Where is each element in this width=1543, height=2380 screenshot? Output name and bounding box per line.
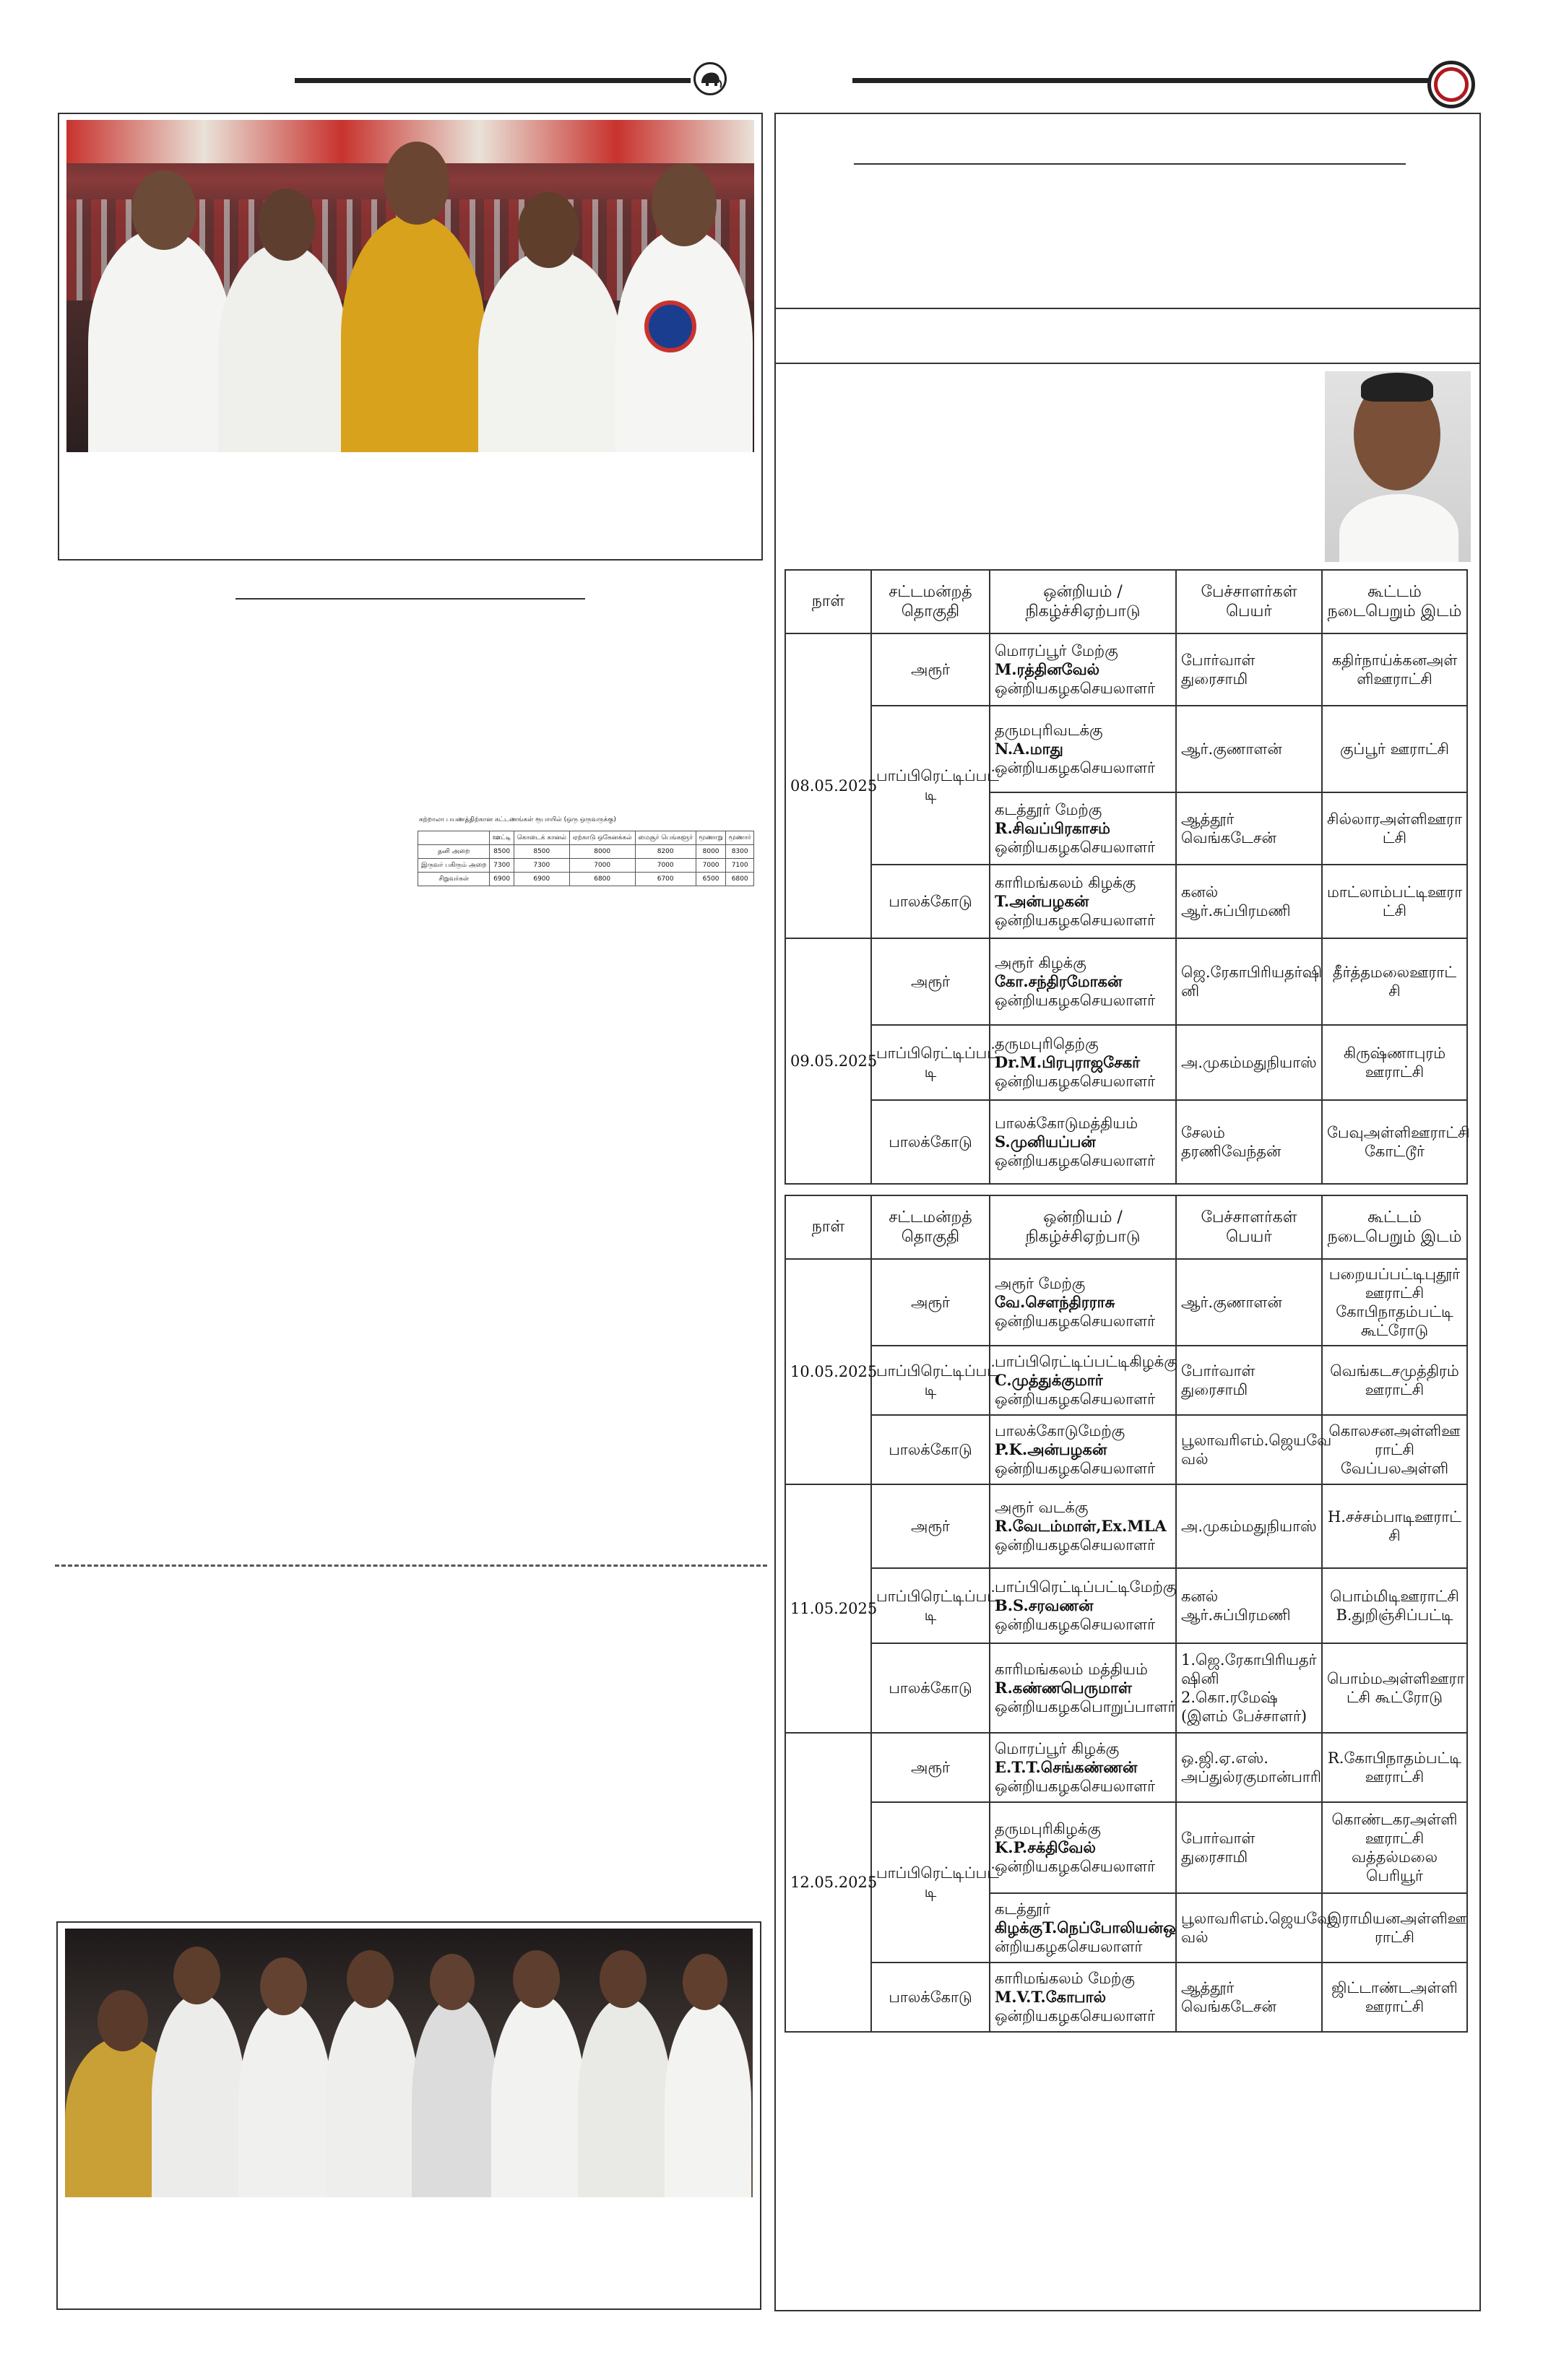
photo-box-bottom [56, 1921, 761, 2310]
masthead-rule-right [852, 78, 1430, 83]
constituency-cell: பாப்பிரெட்டிப்பட் டி [871, 1346, 990, 1415]
price-th: மூணாறு [696, 831, 726, 845]
union-cell: பாப்பிரெட்டிப்பட்டிகிழக்கு C.முத்துக்குமார் ஒன்றியகழகசெயலாளர் [990, 1346, 1176, 1415]
price-cell: 6800 [726, 873, 754, 886]
union-cell: பாலக்கோடுமத்தியம் S.முனியப்பன் ஒன்றியகழகசெயலாளர் [990, 1100, 1176, 1184]
constituency-cell: பாலக்கோடு [871, 1963, 990, 2032]
price-cell: சிறுவர்கள் [418, 873, 490, 886]
union-cell: கடத்தூர் கிழக்குT.நெப்போலியன்ஒ ன்றியகழகசெயலாளர் [990, 1893, 1176, 1963]
price-cell: 7000 [635, 859, 696, 873]
portrait-photo [1325, 371, 1471, 562]
header-union: ஒன்றியம் /நிகழ்ச்சிஏற்பாடு [990, 570, 1176, 633]
date-cell: 12.05.2025 [785, 1733, 871, 2032]
constituency-cell: அரூர் [871, 633, 990, 706]
speaker-cell: ஆத்தூர் வெங்கடேசன் [1176, 1963, 1322, 2032]
venue-cell: கொலசனஅள்ளிஊ ராட்சி வேப்பலஅள்ளி [1322, 1415, 1467, 1484]
price-cell: 7000 [696, 859, 726, 873]
header-date: நாள் [785, 1195, 871, 1259]
schedule-table-2 [785, 1195, 1468, 2033]
constituency-cell: பாலக்கோடு [871, 1100, 990, 1184]
constituency-cell: பாலக்கோடு [871, 1643, 990, 1733]
price-table-title: கற்றாலா பயணத்திற்கான கட்டணங்கள் ரூபாயில் (ஒரு ஒருவருக்கு) [419, 816, 616, 823]
elephant-emblem-icon [693, 62, 727, 95]
venue-cell: பொம்மிடிஊராட்சி B.துறிஞ்சிப்பட்டி [1322, 1568, 1467, 1643]
photo-box-top [58, 113, 763, 561]
masthead-rule-left [295, 78, 691, 83]
constituency-cell: அரூர் [871, 1484, 990, 1568]
union-cell: பாலக்கோடுமேற்கு P.K.அன்பழகன் ஒன்றியகழகசெயலாளர் [990, 1415, 1176, 1484]
speaker-cell: ஜெ.ரேகாபிரியதர்ஷி னி [1176, 938, 1322, 1025]
date-cell: 10.05.2025 [785, 1259, 871, 1484]
speaker-cell: கனல் ஆர்.சுப்பிரமணி [1176, 865, 1322, 938]
headline-rule [854, 163, 1406, 165]
header-date: நாள் [785, 570, 871, 633]
speaker-cell: கனல் ஆர்.சுப்பிரமணி [1176, 1568, 1322, 1643]
speaker-cell: ஆர்.குணாளன் [1176, 1259, 1322, 1346]
price-cell: 8300 [726, 845, 754, 859]
price-th: மைசூர் பெங்களூர் [635, 831, 696, 845]
price-th: ஏற்காடு ஒகேனக்கல் [569, 831, 635, 845]
venue-cell: R.கோபிநாதம்பட்டி ஊராட்சி [1322, 1733, 1467, 1802]
speaker-cell: ஆர்.குணாளன் [1176, 706, 1322, 792]
price-cell: 7300 [514, 859, 569, 873]
date-cell: 08.05.2025 [785, 633, 871, 938]
price-th: கொடைக் கானல் [514, 831, 569, 845]
section-rule-left [235, 598, 585, 600]
union-cell: தருமபுரிகிழக்கு K.P.சக்திவேல் ஒன்றியகழகசெயலாளர் [990, 1802, 1176, 1893]
header-union: ஒன்றியம் /நிகழ்ச்சிஏற்பாடு [990, 1195, 1176, 1259]
speaker-cell: பூலாவரிஎம்.ஜெயவே வல் [1176, 1415, 1322, 1484]
price-cell: 8500 [514, 845, 569, 859]
header-venue: கூட்டம் நடைபெறும் இடம் [1322, 1195, 1467, 1259]
price-cell: தனி அறை [418, 845, 490, 859]
union-cell: அரூர் மேற்கு வே.சௌந்திரராசு ஒன்றியகழகசெயலாளர் [990, 1259, 1176, 1346]
price-cell: 7000 [569, 859, 635, 873]
venue-cell: மாட்லாம்பட்டிஊரா ட்சி [1322, 865, 1467, 938]
price-cell: 6700 [635, 873, 696, 886]
price-th: மூணார் [726, 831, 754, 845]
venue-cell: கிருஷ்ணாபுரம் ஊராட்சி [1322, 1025, 1467, 1100]
venue-cell: குப்பூர் ஊராட்சி [1322, 706, 1467, 792]
venue-cell: பொம்மஅள்ளிஊரா ட்சி கூட்ரோடு [1322, 1643, 1467, 1733]
price-cell: இருவர் பகிரும் அறை [418, 859, 490, 873]
header-venue: கூட்டம் நடைபெறும் இடம் [1322, 570, 1467, 633]
venue-cell: பேவுஅள்ளிஊராட்சி கோட்டூர் [1322, 1100, 1467, 1184]
header-speakers: பேச்சாளர்கள் பெயர் [1176, 570, 1322, 633]
price-th [418, 831, 490, 845]
speaker-cell: அ.முகம்மதுநியாஸ் [1176, 1484, 1322, 1568]
constituency-cell: அரூர் [871, 938, 990, 1025]
union-cell: கடத்தூர் மேற்கு R.சிவப்பிரகாசம் ஒன்றியகழகசெயலாளர் [990, 792, 1176, 865]
header-constituency: சட்டமன்றத் தொகுதி [871, 1195, 990, 1259]
union-cell: அரூர் வடக்கு R.வேடம்மாள்,Ex.MLA ஒன்றியகழகசெயலாளர் [990, 1484, 1176, 1568]
date-cell: 09.05.2025 [785, 938, 871, 1184]
speaker-cell: சேலம் தரணிவேந்தன் [1176, 1100, 1322, 1184]
constituency-cell: பாலக்கோடு [871, 865, 990, 938]
union-cell: காரிமங்கலம் கிழக்கு T.அன்பழகன் ஒன்றியகழகசெயலாளர் [990, 865, 1176, 938]
section-divider-dashed [55, 1565, 767, 1567]
constituency-cell: பாப்பிரெட்டிப்பட் டி [871, 1568, 990, 1643]
price-cell: 7100 [726, 859, 754, 873]
union-cell: மொரப்பூர் மேற்கு M.ரத்தினவேல் ஒன்றியகழகசெயலாளர் [990, 633, 1176, 706]
speaker-cell: அ.முகம்மதுநியாஸ் [1176, 1025, 1322, 1100]
union-cell: தருமபுரிவடக்கு N.A.மாது ஒன்றியகழகசெயலாளர் [990, 706, 1176, 792]
price-cell: 8500 [490, 845, 514, 859]
constituency-cell: அரூர் [871, 1259, 990, 1346]
price-table [418, 831, 754, 886]
header-speakers: பேச்சாளர்கள் பெயர் [1176, 1195, 1322, 1259]
circle-emblem-icon [1427, 61, 1475, 108]
venue-cell: இராமியனஅள்ளிஊ ராட்சி [1322, 1893, 1467, 1963]
union-cell: காரிமங்கலம் மேற்கு M.V.T.கோபால் ஒன்றியகழகசெயலாளர் [990, 1963, 1176, 2032]
price-th: ஊட்டி [490, 831, 514, 845]
price-cell: 6800 [569, 873, 635, 886]
date-cell: 11.05.2025 [785, 1484, 871, 1733]
union-cell: காரிமங்கலம் மத்தியம் R.கண்ணபெருமாள் ஒன்றியகழகபொறுப்பாளர் [990, 1643, 1176, 1733]
event-photo-group [65, 1929, 753, 2197]
venue-cell: கதிர்நாய்க்கனஅள் ளிஊராட்சி [1322, 633, 1467, 706]
price-cell: 6900 [514, 873, 569, 886]
speaker-cell: பூலாவரிஎம்.ஜெயவே வல் [1176, 1893, 1322, 1963]
constituency-cell: பாப்பிரெட்டிப்பட் டி [871, 706, 990, 865]
price-cell: 6900 [490, 873, 514, 886]
price-cell: 8000 [569, 845, 635, 859]
price-cell: 7300 [490, 859, 514, 873]
venue-cell: தீர்த்தமலைஊராட் சி [1322, 938, 1467, 1025]
venue-cell: ஜிட்டாண்டஅள்ளி ஊராட்சி [1322, 1963, 1467, 2032]
speaker-cell: ஆத்தூர் வெங்கடேசன் [1176, 792, 1322, 865]
price-cell: 8200 [635, 845, 696, 859]
speaker-cell: போர்வாள் துரைசாமி [1176, 1802, 1322, 1893]
speaker-cell: 1.ஜெ.ரேகாபிரியதர் ஷினி 2.கொ.ரமேஷ் (இளம் பேச்சாளர்) [1176, 1643, 1322, 1733]
union-cell: மொரப்பூர் கிழக்கு E.T.T.செங்கண்ணன் ஒன்றியகழகசெயலாளர் [990, 1733, 1176, 1802]
constituency-cell: அரூர் [871, 1733, 990, 1802]
union-cell: தருமபுரிதெற்கு Dr.M.பிரபுராஜசேகர் ஒன்றியகழகசெயலாளர் [990, 1025, 1176, 1100]
constituency-cell: பாப்பிரெட்டிப்பட் டி [871, 1025, 990, 1100]
union-cell: பாப்பிரெட்டிப்பட்டிமேற்கு B.S.சரவணன் ஒன்றியகழகசெயலாளர் [990, 1568, 1176, 1643]
schedule-table-1 [785, 569, 1468, 1185]
header-constituency: சட்டமன்றத் தொகுதி [871, 570, 990, 633]
constituency-cell: பாப்பிரெட்டிப்பட் டி [871, 1802, 990, 1963]
union-cell: அரூர் கிழக்கு கோ.சந்திரமோகன் ஒன்றியகழகசெயலாளர் [990, 938, 1176, 1025]
speaker-cell: போர்வாள் துரைசாமி [1176, 633, 1322, 706]
constituency-cell: பாலக்கோடு [871, 1415, 990, 1484]
price-cell: 8000 [696, 845, 726, 859]
section-rule-1 [776, 308, 1479, 309]
venue-cell: பறையப்பட்டிபுதூர் ஊராட்சி கோபிநாதம்பட்டி கூட்ரோடு [1322, 1259, 1467, 1346]
venue-cell: சில்லாரஅள்ளிஊரா ட்சி [1322, 792, 1467, 865]
venue-cell: கொண்டகரஅள்ளி ஊராட்சி வத்தல்மலை பெரியூர் [1322, 1802, 1467, 1893]
event-photo-shawl [66, 120, 754, 452]
venue-cell: H.சச்சம்பாடிஊராட் சி [1322, 1484, 1467, 1568]
speaker-cell: போர்வாள் துரைசாமி [1176, 1346, 1322, 1415]
venue-cell: வெங்கடசமுத்திரம் ஊராட்சி [1322, 1346, 1467, 1415]
price-cell: 6500 [696, 873, 726, 886]
section-rule-2 [776, 363, 1479, 364]
speaker-cell: ஒ.ஜி.ஏ.எஸ். அப்துல்ரகுமான்பாரி [1176, 1733, 1322, 1802]
